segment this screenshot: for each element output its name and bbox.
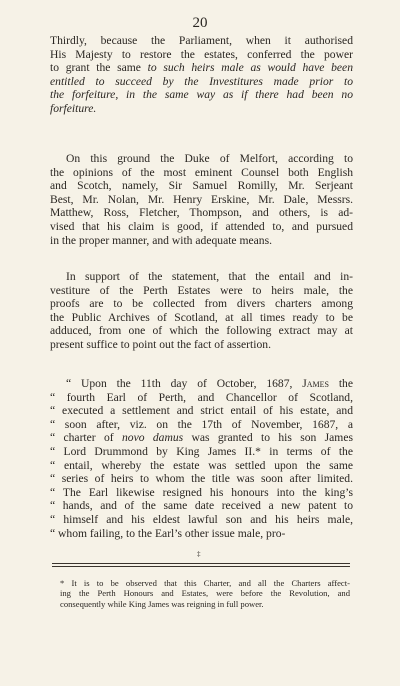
text-line: “ series of heirs to whom the title was soon after limited. [50, 472, 353, 486]
text-line: “ The Earl likewise resigned his honours into the king’s [50, 485, 353, 499]
text-line: in the proper manner, and with adequate means. [50, 233, 272, 247]
text-line: “ Upon the 11th day of October, 1687, James the [66, 377, 354, 390]
text-line: Thirdly, because the Parliament, when it authorised [50, 34, 353, 47]
text-line: “ soon after, viz. on the 17th of November, 1687, a [50, 417, 353, 431]
text-line: “ Lord Drummond by King James II.* in terms of the [50, 444, 353, 458]
paragraph-thirdly [50, 34, 353, 116]
text-line: forfeiture. [50, 101, 97, 115]
paragraph-in-support [50, 270, 353, 352]
footnote-line: consequently while King James was reigning in full power. [60, 598, 264, 609]
text-line: the opinions of the most eminent Counsel both English [50, 165, 353, 179]
footnote-line: ing the Perth Honours and Estates, were before the Revolution, and [60, 588, 350, 599]
text-line: adduced, from one of which the following extract may at [50, 324, 353, 338]
text-line: vised that his claim is good, if attended to, and pursued [50, 219, 353, 233]
text-line: vestiture of the Perth Estates were to heirs male, the [50, 283, 353, 297]
footnote-line: * It is to be observed that this Charter, and all the Charters affect- [60, 578, 350, 588]
footnote-rule [52, 563, 350, 564]
text-line: Best, Mr. Nolan, Mr. Henry Erskine, Mr. Dale, Messrs. [50, 192, 353, 206]
footnote-rule-secondary [52, 566, 350, 567]
text-line: In support of the statement, that the entail and in- [66, 270, 353, 283]
text-line: “ himself and his eldest lawful son and his heirs male, [50, 512, 353, 526]
text-line: present suffice to point out the fact of assertion. [50, 337, 271, 351]
text-line: On this ground the Duke of Melfort, according to [66, 152, 353, 165]
text-line: Matthew, Ross, Fletcher, Thompson, and others, is ad- [50, 206, 353, 220]
paragraph-charter-quotation [50, 377, 353, 540]
text-line: “ hands, and of the same date received a new patent to [50, 499, 353, 513]
text-line: and Scotch, namely, Sir Samuel Romilly, Mr. Serjeant [50, 179, 353, 193]
text-line: “ whom failing, to the Earl’s other issue male, pro- [50, 526, 286, 540]
text-line: entitled to succeed by the Investitures made prior to [50, 74, 353, 88]
page-number: 20 [192, 15, 208, 31]
text-line: “ entail, whereby the estate was settled upon the same [50, 458, 353, 472]
paragraph-duke-of-melfort [50, 152, 353, 247]
footnote [60, 578, 350, 609]
text-line: the Public Archives of Scotland, at all times ready to be [50, 310, 353, 324]
text-line: “ fourth Earl of Perth, and Chancellor of Scotland, [50, 390, 353, 404]
text-line: His Majesty to restore the estates, conferred the power [50, 47, 353, 61]
text-line: “ charter of novo damus was granted to his son James [50, 431, 353, 445]
text-line: proofs are to be collected from divers charters among [50, 297, 353, 311]
text-line: the forfeiture, in the same way as if there had been no [50, 88, 353, 102]
section-mark: ‡ [197, 550, 201, 558]
text-line: to grant the same to such heirs male as would have been [50, 61, 353, 75]
text-line: “ executed a settlement and strict entail of his estate, and [50, 404, 353, 418]
